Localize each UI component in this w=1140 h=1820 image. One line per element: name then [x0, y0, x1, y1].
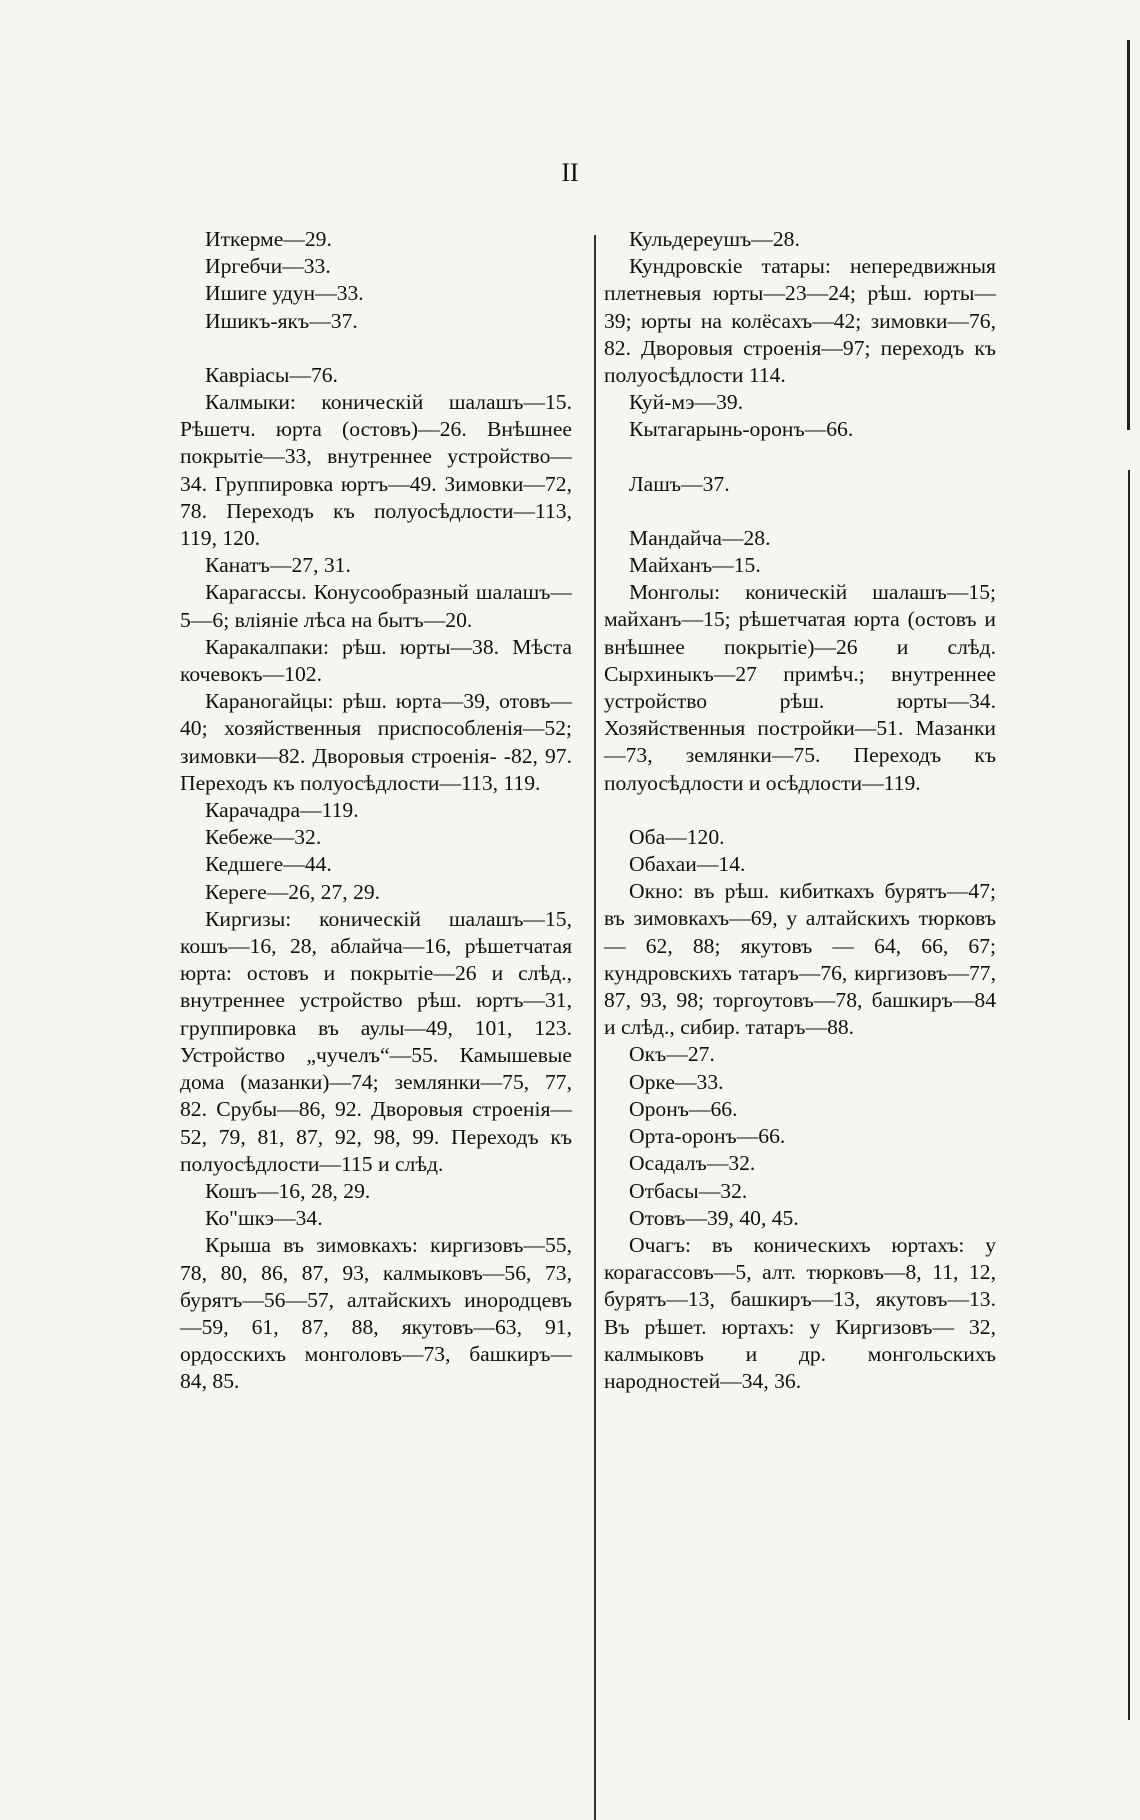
index-entry: Караногайцы: рѣш. юрта—39, отовъ—40; хозяйственныя приспособленія—52; зимовки—82. Дворовыя строенія- -82, 97. Переходъ къ полуосѣдлости—113, 119. [180, 689, 572, 795]
index-entry: Кошъ—16, 28, 29. [205, 1178, 371, 1203]
index-entry: Оба—120. [629, 824, 725, 849]
index-entry: Лашъ—37. [629, 471, 730, 496]
index-entry: Орта-оронъ—66. [629, 1124, 786, 1149]
page-edge-shadow-lower [1128, 470, 1130, 1720]
left-column [180, 226, 572, 1396]
index-entry: Кедшеге—44. [205, 852, 332, 877]
page-edge-shadow [1127, 40, 1130, 430]
index-entry: Орке—33. [629, 1069, 724, 1094]
page-number: II [561, 158, 579, 187]
index-entry: Каракалпаки: рѣш. юрты—38. Мѣста кочевокъ—102. [180, 634, 572, 687]
index-entry: Монголы: коническій шалашъ—15; майханъ—15; рѣшетчатая юрта (остовъ и внѣшнее покрытіе)—26 и слѣд. Сырхиныкъ—27 примѣч.; внутреннее устройство рѣш. юрты—34. Хозяйственныя постройки—51. Мазанки—73, землянки—75. Переходъ къ полуосѣдлости и осѣдлости—119. [604, 580, 996, 795]
index-entry: Отовъ—39, 40, 45. [629, 1205, 799, 1230]
index-entry: Осадалъ—32. [629, 1151, 756, 1176]
index-entry: Карачадра—119. [205, 798, 359, 823]
index-entry: Обахаи—14. [629, 852, 746, 877]
index-entry: Отбасы—32. [629, 1178, 748, 1203]
index-entry: Кереге—26, 27, 29. [205, 879, 381, 904]
index-entry: Иргебчи—33. [205, 254, 331, 279]
index-entry: Мандайча—28. [629, 525, 771, 550]
index-entry: Окно: въ рѣш. кибиткахъ бурятъ—47; въ зимовкахъ—69, у алтайскихъ тюрковъ — 62, 88; якутовъ — 64, 66, 67; кундровскихъ татаръ—76, киргизовъ—77, 87, 93, 98; торгоутовъ—78, башкиръ—84 и слѣд., сибир. татаръ—88. [604, 879, 996, 1040]
index-entry: Кундровскіе татары: непередвижныя плетневыя юрты—23—24; рѣш. юрты—39; юрты на колёсахъ—42; зимовки—76, 82. Дворовыя строенія—97; переходъ къ полуосѣдлости 114. [604, 254, 996, 388]
index-entry: Крыша въ зимовкахъ: киргизовъ—55, 78, 80, 86, 87, 93, калмыковъ—56, 73, бурятъ—56—57, алтайскихъ инородцевъ—59, 61, 87, 88, якутовъ—63, 91, ордосскихъ монголовъ—73, башкиръ—84, 85. [180, 1233, 572, 1394]
index-entry: Ишикъ-якъ—37. [205, 308, 358, 333]
index-entry: Куй-мэ—39. [629, 390, 744, 415]
index-entry: Калмыки: коническій шалашъ—15. Рѣшетч. юрта (остовъ)—26. Внѣшнее покрытіе—33, внутреннее устройство—34. Группировка юртъ—49. Зимовки—72, 78. Переходъ къ полуосѣдлости—113, 119, 120. [180, 390, 572, 551]
index-entry: Канатъ—27, 31. [205, 553, 351, 578]
index-entry: Ишиге удун—33. [205, 281, 364, 306]
index-entry: Карагассы. Конусообразный шалашъ—5—6; вліяніе лѣса на бытъ—20. [180, 580, 572, 632]
index-entry: Кебеже—32. [205, 825, 322, 850]
index-entry: Кульдереушъ—28. [629, 227, 800, 251]
index-entry: Майханъ—15. [629, 553, 761, 578]
index-entry: Кытагарынь-оронъ—66. [629, 417, 854, 442]
index-entry: Иткерме—29. [205, 227, 332, 251]
index-entry: Очагъ: въ коническихъ юртахъ: у корагассовъ—5, алт. тюрковъ—8, 11, 12, бурятъ—13, башкиръ—13, якутовъ—13. Въ рѣшет. юртахъ: у Киргизовъ— 32, калмыковъ и др. монгольскихъ народностей—34, 36. [604, 1232, 996, 1393]
index-entry: Оронъ—66. [629, 1096, 738, 1121]
index-entry: Киргизы: коническій шалашъ—15, кошъ—16, 28, аблайча—16, рѣшетчатая юрта: остовъ и покрытіе—26 и слѣд., внутреннее устройство рѣш. юртъ—31, группировка въ аулы—49, 101, 123. Устройство „чучелъ“—55. Камышевые дома (мазанки)—74; землянки—75, 77, 82. Срубы—86, 92. Дворовыя строенія—52, 79, 81, 87, 92, 98, 99. Переходъ къ полуосѣдлости—115 и слѣд. [180, 906, 572, 1176]
index-entry: Окъ—27. [629, 1042, 715, 1067]
index-entry: Кавріасы—76. [205, 362, 338, 387]
index-entry: Ко"шкэ—34. [205, 1206, 323, 1231]
column-divider [594, 235, 596, 1820]
right-column [604, 226, 996, 1395]
